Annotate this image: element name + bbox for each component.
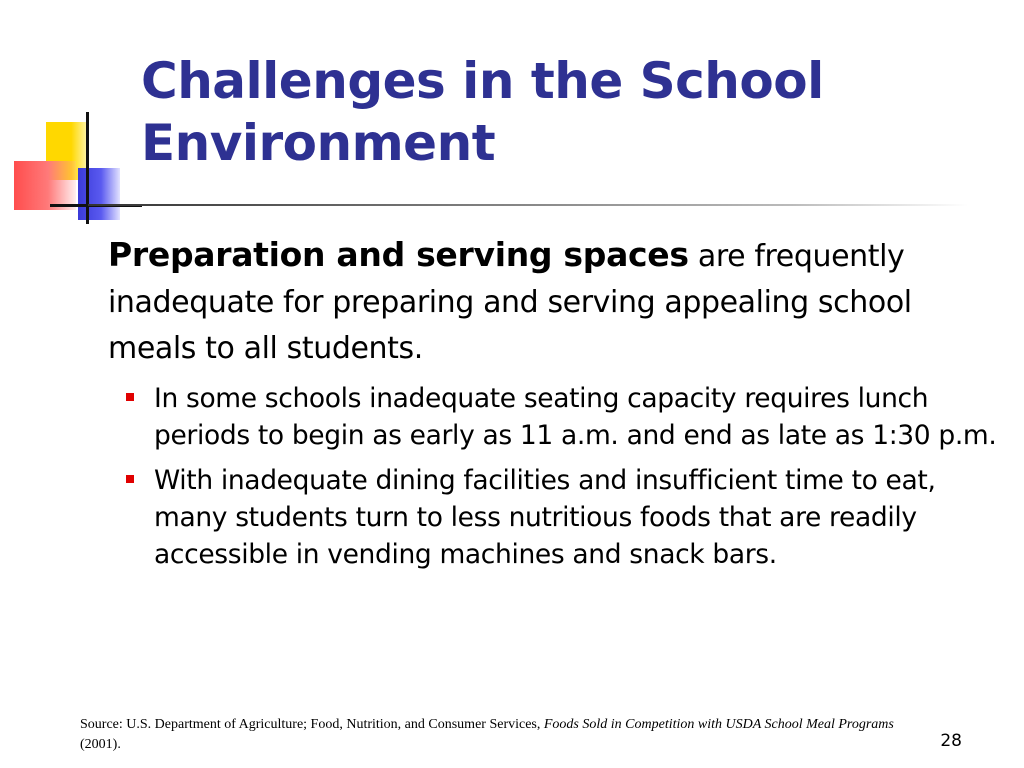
source-suffix: (2001).: [80, 737, 121, 752]
bullet-item: [108, 380, 998, 454]
bullet-square-icon: [126, 475, 134, 483]
bullet-text: In some schools inadequate seating capacity requires lunch periods to begin as early as 11 a.m. and end as late as 1:30 p.m.: [154, 383, 997, 451]
logo-red-square: [14, 161, 76, 210]
logo-blue-square: [78, 168, 120, 220]
source-title: Foods Sold in Competition with USDA School Meal Programs: [543, 717, 894, 732]
bullet-list: [108, 380, 998, 573]
lead-rest-text: are frequently inadequate for preparing and serving appealing school meals to all students.: [108, 239, 912, 366]
page-number: 28: [940, 731, 962, 751]
title-divider: [88, 204, 968, 206]
lead-paragraph: [108, 232, 998, 372]
lead-bold-text: Preparation and serving spaces: [108, 235, 689, 274]
bullet-text: With inadequate dining facilities and insufficient time to eat, many students turn to less nutritious foods that are readily accessible in vending machines and snack bars.: [154, 465, 936, 570]
source-citation: [80, 715, 920, 755]
slide-title-line2: Environment: [141, 114, 496, 172]
bullet-item: [108, 462, 998, 573]
source-prefix: Source: U.S. Department of Agriculture; Food, Nutrition, and Consumer Services,: [80, 717, 544, 732]
slide-title-line1: Challenges in the School: [141, 52, 824, 110]
logo-vertical-line: [86, 112, 89, 224]
slide-content: [108, 232, 998, 581]
slide-title: [141, 50, 1001, 174]
bullet-square-icon: [126, 393, 134, 401]
